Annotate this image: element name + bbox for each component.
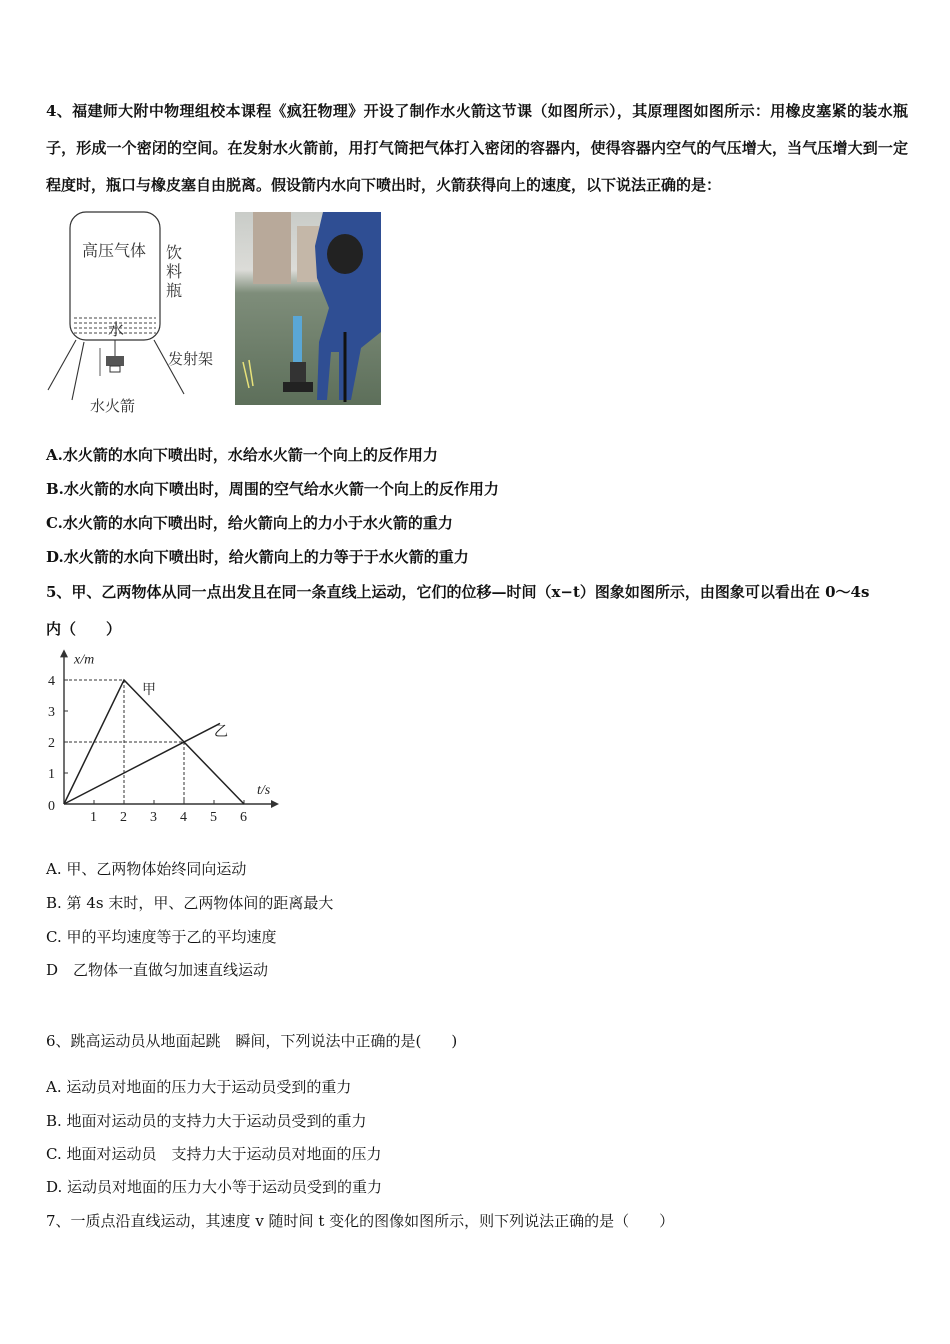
y-tick-label: 4	[48, 674, 55, 689]
series-label-yi: 乙	[214, 724, 228, 740]
x-axis-label: t/s	[257, 783, 271, 798]
q5-option-b: B. 第 4s 末时，甲、乙两物体间的距离最大	[46, 894, 334, 912]
q6-option-a: A. 运动员对地面的压力大于运动员受到的重力	[46, 1078, 352, 1096]
q5-option-a: A. 甲、乙两物体始终同向运动	[46, 860, 247, 878]
question-4-text: 4、福建师大附中物理组校本课程《疯狂物理》开设了制作水火箭这节课（如图所示），其原理图如图所示：用橡皮塞紧的装水瓶子，形成一个密闭的空间。在发射水火箭前，用打气筒把气体打入密闭的容器内，使得容器内空气的气压增大，当气压增大到一定程度时，瓶口与橡皮塞自由脱离。假设箭内水向下喷出时，火箭获得向上的速度，以下说法正确的是：	[46, 102, 908, 194]
bottle-label-3: 瓶	[166, 281, 183, 300]
q4-option-a: A.水火箭的水向下喷出时，水给水火箭一个向上的反作用力	[46, 446, 438, 464]
x-tick-label: 3	[150, 810, 157, 825]
origin-label: 0	[48, 799, 55, 814]
y-tick-label: 3	[48, 705, 55, 720]
xt-graph	[42, 648, 282, 830]
question-5-text-continued: 内（ ）	[46, 620, 122, 638]
q4-option-b: B.水火箭的水向下喷出时，周围的空气给水火箭一个向上的反作用力	[46, 480, 499, 498]
x-axis-arrow	[271, 800, 279, 808]
y-tick-label: 1	[48, 767, 55, 782]
question-5-text: 5、甲、乙两物体从同一点出发且在同一条直线上运动，它们的位移—时间（x−t）图象如图所示，由图象可以看出在 0～4s	[46, 583, 870, 601]
question-6-text: 6、跳高运动员从地面起跳 瞬间，下列说法中正确的是( )	[46, 1032, 458, 1050]
water-rocket-diagram	[44, 208, 234, 418]
q4-option-d: D.水火箭的水向下喷出时，给火箭向上的力等于于水火箭的重力	[46, 548, 469, 566]
q5-option-d: D 乙物体一直做匀加速直线运动	[46, 961, 269, 979]
x-tick-label: 1	[90, 810, 97, 825]
rocket-label: 水火箭	[90, 397, 136, 415]
q6-option-d: D. 运动员对地面的压力大小等于运动员受到的重力	[46, 1178, 383, 1196]
y-tick-label: 2	[48, 736, 55, 751]
q6-option-b: B. 地面对运动员的支持力大于运动员受到的重力	[46, 1112, 367, 1130]
x-tick-label: 6	[240, 810, 247, 825]
series-line-2	[64, 723, 220, 804]
q6-option-c: C. 地面对运动员 支持力大于运动员对地面的压力	[46, 1145, 382, 1163]
series-label-jia: 甲	[142, 682, 156, 698]
gas-label: 高压气体	[82, 241, 147, 260]
y-axis-arrow	[60, 649, 68, 657]
stand-label: 发射架	[168, 350, 214, 368]
q4-option-c: C.水火箭的水向下喷出时，给火箭向上的力小于水火箭的重力	[46, 514, 453, 532]
water-rocket-photo	[235, 212, 381, 405]
x-tick-label: 4	[180, 810, 187, 825]
water-label: 水	[108, 320, 125, 339]
q5-option-c: C. 甲的平均速度等于乙的平均速度	[46, 928, 277, 946]
x-tick-label: 2	[120, 810, 127, 825]
y-axis-label: x/m	[74, 652, 95, 668]
question-7-text: 7、一质点沿直线运动，其速度 v 随时间 t 变化的图像如图所示，则下列说法正确的是（ ）	[46, 1212, 675, 1230]
x-tick-label: 5	[210, 810, 217, 825]
bottle-label-2: 料	[166, 262, 183, 281]
bottle-label-1: 饮	[166, 243, 183, 262]
